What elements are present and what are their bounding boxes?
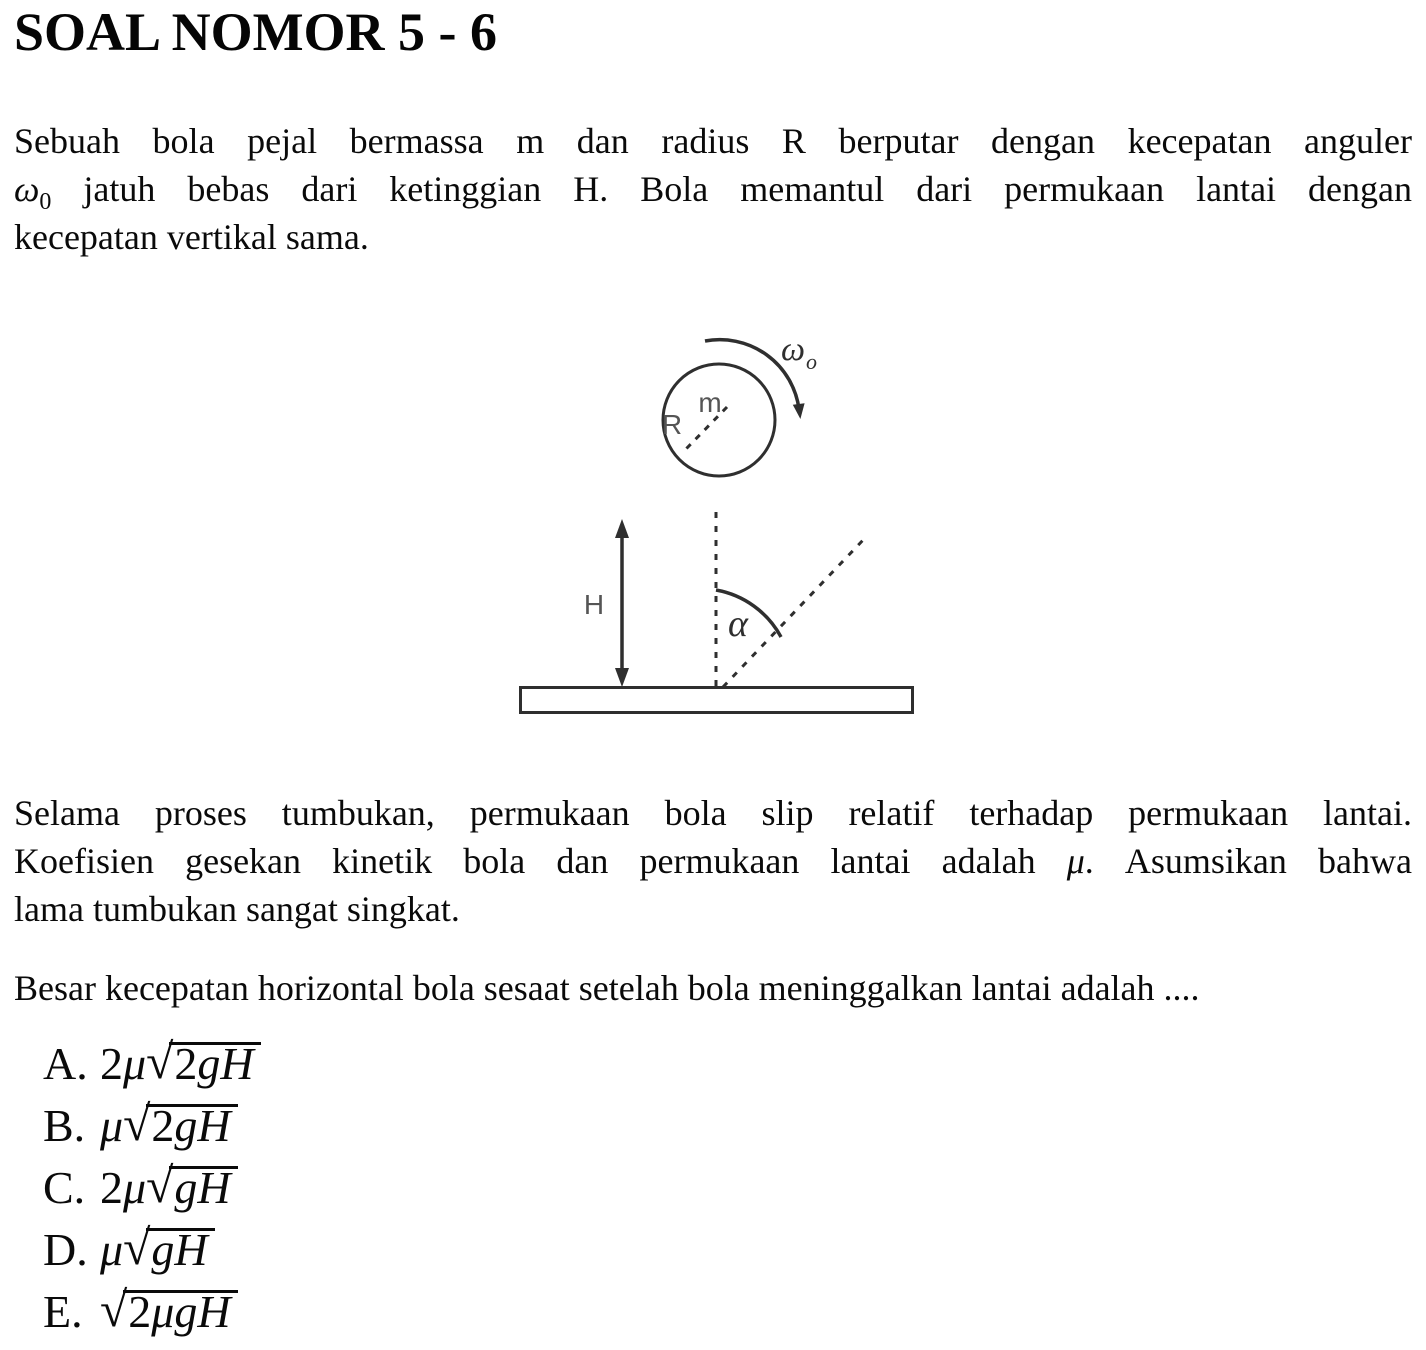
radius-label: R xyxy=(661,409,683,440)
collision-description-paragraph xyxy=(14,789,1412,933)
answer-options-list xyxy=(43,1033,261,1343)
paragraph-line xyxy=(14,165,1412,216)
angle-arc xyxy=(716,590,781,637)
answer-option-a xyxy=(43,1033,261,1095)
radicand xyxy=(123,1286,237,1337)
page-title: SOAL NOMOR 5 - 6 xyxy=(14,2,498,62)
answer-option-d xyxy=(43,1219,261,1281)
option-formula xyxy=(100,1220,215,1275)
radicand-symbols: gH xyxy=(197,1038,254,1089)
option-formula xyxy=(100,1158,238,1213)
height-arrowhead-top xyxy=(615,519,629,538)
paragraph-text: Besar kecepatan horizontal bola sesaat setelah bola meninggalkan lantai adalah .... xyxy=(14,968,1200,1008)
omega0-label: ω xyxy=(781,331,806,368)
sqrt-expression: √2μgH xyxy=(100,1286,238,1337)
omega-symbol: ω xyxy=(14,169,40,209)
option-letter: C. xyxy=(43,1162,86,1213)
radicand xyxy=(169,1038,260,1089)
radicand-symbols: μgH xyxy=(151,1286,231,1337)
paragraph-text: Koefisien gesekan kinetik bola dan permukaan lantai adalah xyxy=(14,841,1067,881)
paragraph-text: Sebuah bola pejal bermassa m dan radius R berputar dengan kecepatan anguler xyxy=(14,121,1412,161)
paragraph-line xyxy=(14,213,1412,261)
physics-diagram xyxy=(500,320,930,720)
radicand xyxy=(146,1224,214,1275)
option-formula xyxy=(100,1034,261,1089)
option-letter: D. xyxy=(43,1224,88,1275)
sqrt-expression: √gH xyxy=(123,1224,215,1275)
height-label: H xyxy=(583,589,605,620)
paragraph-text: . Asumsikan bahwa xyxy=(1084,841,1412,881)
mu-symbol: μ xyxy=(123,1038,147,1089)
paragraph-line xyxy=(14,789,1412,837)
answer-option-c xyxy=(43,1157,261,1219)
problem-statement-paragraph xyxy=(14,117,1412,261)
radicand xyxy=(146,1100,237,1151)
radicand-number: 2 xyxy=(128,1286,152,1337)
radicand xyxy=(169,1162,237,1213)
radicand-symbols: gH xyxy=(174,1100,231,1151)
option-letter: E. xyxy=(43,1286,83,1337)
mu-symbol: μ xyxy=(1066,841,1085,881)
option-letter: A. xyxy=(43,1038,88,1089)
paragraph-line xyxy=(14,885,1412,933)
floor-rectangle xyxy=(521,688,913,713)
rotation-arrowhead xyxy=(793,403,805,419)
mass-label: m xyxy=(698,387,722,418)
radicand-symbols: gH xyxy=(174,1162,231,1213)
paragraph-line xyxy=(14,964,1412,1012)
paragraph-text: kecepatan vertikal sama. xyxy=(14,217,369,257)
radicand-number: 2 xyxy=(151,1100,175,1151)
answer-option-b xyxy=(43,1095,261,1157)
radicand-number: 2 xyxy=(174,1038,198,1089)
sqrt-expression: √2gH xyxy=(123,1100,238,1151)
coefficient-number: 2 xyxy=(100,1162,123,1213)
option-formula xyxy=(100,1282,238,1337)
omega-subscript: 0 xyxy=(39,189,52,216)
paragraph-text: lama tumbukan sangat singkat. xyxy=(14,889,460,929)
option-formula xyxy=(100,1096,238,1151)
omega0-subscript: o xyxy=(806,349,817,374)
paragraph-line xyxy=(14,117,1412,165)
paragraph-text: Selama proses tumbukan, permukaan bola slip relatif terhadap permukaan lantai. xyxy=(14,793,1412,833)
sqrt-expression: √gH xyxy=(146,1162,238,1213)
angle-alpha-label: α xyxy=(728,603,748,645)
mu-symbol: μ xyxy=(100,1100,124,1151)
height-arrowhead-bottom xyxy=(615,668,629,687)
question-text xyxy=(14,964,1412,1012)
mu-symbol: μ xyxy=(123,1162,147,1213)
sqrt-expression: √2gH xyxy=(146,1038,261,1089)
paragraph-line xyxy=(14,837,1412,885)
coefficient-number: 2 xyxy=(100,1038,123,1089)
paragraph-text: jatuh bebas dari ketinggian H. Bola memantul dari permukaan lantai dengan xyxy=(51,169,1412,209)
option-letter: B. xyxy=(43,1100,86,1151)
radicand-symbols: gH xyxy=(151,1224,208,1275)
mu-symbol: μ xyxy=(100,1224,124,1275)
answer-option-e xyxy=(43,1281,261,1343)
